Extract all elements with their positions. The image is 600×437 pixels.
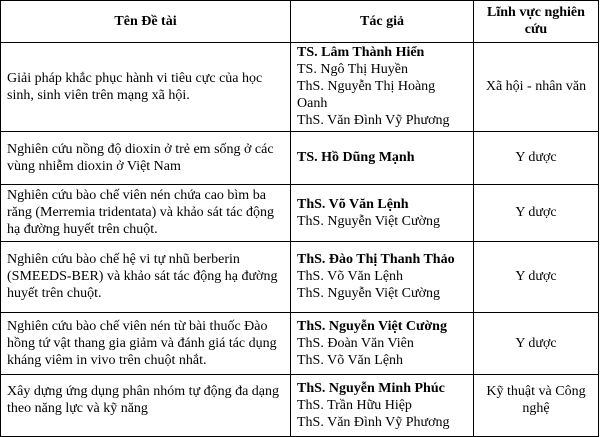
field-cell: Y dược xyxy=(474,242,599,313)
table-header-row xyxy=(1,1,599,43)
topic-cell: Giải pháp khắc phục hành vi tiêu cực của học sinh, sinh viên trên mạng xã hội. xyxy=(1,43,291,132)
authors-cell xyxy=(291,132,474,185)
topic-cell: Nghiên cứu bào chế hệ vi tự nhũ berberin (SMEEDS-BER) và khảo sát tác động hạ đường huyết trên chuột. xyxy=(1,242,291,313)
authors-cell xyxy=(291,242,474,313)
authors-cell xyxy=(291,185,474,242)
co-author: ThS. Văn Đình Vỹ Phương xyxy=(297,414,450,430)
header-field: Lĩnh vực nghiên cứu xyxy=(474,1,599,43)
co-author: ThS. Đoàn Văn Viên xyxy=(297,335,414,351)
lead-author: TS. Lâm Thành Hiển xyxy=(297,45,425,60)
field-cell: Y dược xyxy=(474,132,599,185)
co-author: ThS. Nguyễn Việt Cường xyxy=(297,213,441,229)
topic-cell: Nghiên cứu nồng độ dioxin ở trẻ em sống ở các vùng nhiễm dioxin ở Việt Nam xyxy=(1,132,291,185)
co-author: ThS. Võ Văn Lệnh xyxy=(297,269,404,284)
co-author: ThS. Võ Văn Lệnh xyxy=(297,352,404,368)
lead-author: ThS. Nguyễn Minh Phúc xyxy=(297,380,445,396)
lead-author: TS. Hồ Dũng Mạnh xyxy=(297,150,415,165)
header-authors: Tác giả xyxy=(291,1,474,43)
topic-cell: Xây dựng ứng dụng phân nhóm tự động đa dạng theo năng lực và kỹ năng xyxy=(1,375,291,437)
field-cell: Y dược xyxy=(474,313,599,375)
field-cell: Y dược xyxy=(474,185,599,242)
co-author: ThS. Nguyễn Thị Hoàng Oanh xyxy=(297,79,436,111)
table-row xyxy=(1,132,599,185)
co-author: TS. Ngô Thị Huyền xyxy=(297,62,408,77)
co-author: ThS. Văn Đình Vỹ Phương xyxy=(297,113,450,128)
co-author: ThS. Nguyễn Việt Cường xyxy=(297,286,441,301)
topic-cell: Nghiên cứu bào chế viên nén từ bài thuốc Đào hồng tứ vật thang gia giảm và đánh giá tác dụng kháng viêm in vivo trên chuột nhắt. xyxy=(1,313,291,375)
authors-cell xyxy=(291,375,474,437)
authors-cell xyxy=(291,313,474,375)
field-cell: Xã hội - nhân văn xyxy=(474,43,599,132)
header-topic: Tên Đề tài xyxy=(1,1,291,43)
lead-author: ThS. Đào Thị Thanh Thảo xyxy=(297,252,455,267)
lead-author: ThS. Nguyễn Việt Cường xyxy=(297,318,447,334)
lead-author: ThS. Võ Văn Lệnh xyxy=(297,196,409,212)
table-row xyxy=(1,242,599,313)
authors-cell xyxy=(291,43,474,132)
table-row xyxy=(1,375,599,437)
table-row xyxy=(1,313,599,375)
co-author: ThS. Trần Hữu Hiệp xyxy=(297,397,412,413)
table-row xyxy=(1,185,599,242)
field-cell: Kỹ thuật và Công nghệ xyxy=(474,375,599,437)
topic-cell: Nghiên cứu bào chế viên nén chứa cao bìm ba răng (Merremia tridentata) và khảo sát tác động hạ đường huyết trên chuột. xyxy=(1,185,291,242)
table-row xyxy=(1,43,599,132)
